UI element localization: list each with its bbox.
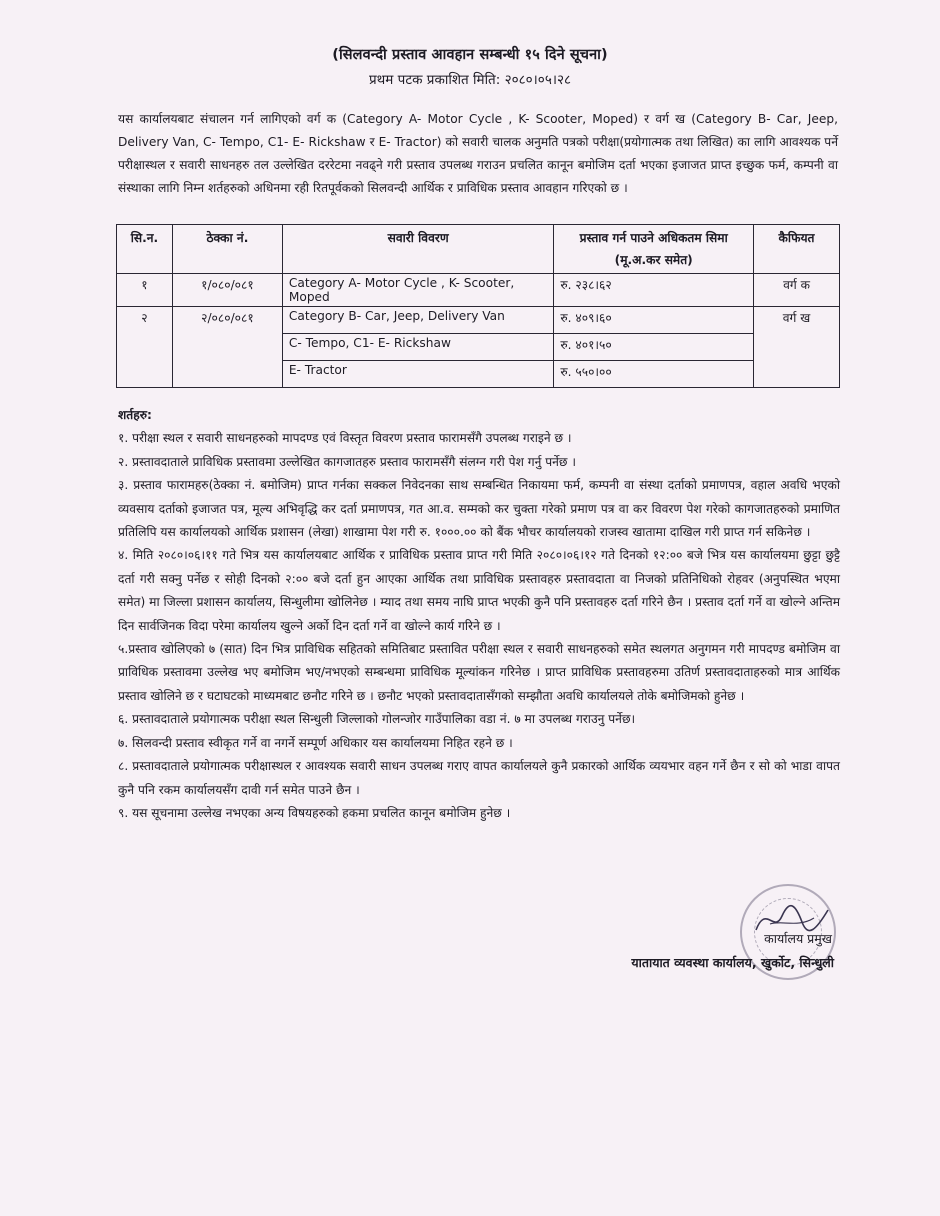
header-vehicle-detail: सवारी विवरण [282, 225, 554, 274]
condition-item: १. परीक्षा स्थल र सवारी साधनहरुको मापदण्ड एवं विस्तृत विवरण प्रस्ताव फारामसँगै उपलब्ध गराइने छ । [118, 431, 572, 446]
header-contract-no: ठेक्का नं. [172, 225, 282, 274]
condition-item: २. प्रस्तावदाताले प्राविधिक प्रस्तावमा उल्लेखित कागजातहरु प्रस्ताव फारामसँगै संलग्न गरी पेश गर्नु पर्नेछ । [118, 454, 576, 469]
header-max-amount: प्रस्ताव गर्न पाउने अधिकतम सिमा (मू.अ.कर समेत) [554, 225, 754, 274]
row-max-amount: रु. २३८।६२ [554, 274, 754, 307]
conditions-section [118, 404, 840, 825]
condition-item: ५.प्रस्ताव खोलिएको ७ (सात) दिन भित्र प्राविधिक सहितको समितिबाट प्रस्तावित परीक्षा स्थल र सवारी साधनहरुको समेत स्थलगत अनुगमन गरी मापदण्ड बमोजिम वा प्राविधिक प्रस्तावमा उल्लेख भए बमोजिम भए/नभएको सम्बन्धमा प्राविधिक मूल्यांकन गरिनेछ । प्राप्त प्राविधिक प्रस्तावहरुमा उतिर्ण प्रस्तावदाताहरुको मात्र आर्थिक प्रस्ताव खोलिने छ र घटाघटको माध्यमबाट छनौट गरिने छ । छनौट भएको प्रस्तावदातासँगको सम्झौता अवधि कार्यालयले तोके बमोजिमको हुनेछ । [118, 642, 840, 703]
condition-item: ४. मिति २०८०।०६।११ गते भित्र यस कार्यालयबाट आर्थिक र प्राविधिक प्रस्ताव प्राप्त गरी मिति २०८०।०६।१२ गते दिनको १२:०० बजे भित्र यस कार्यालयमा छुट्टा छुट्टै दर्ता गरी सक्नु पर्नेछ र सोही दिनको २:०० बजे दर्ता हुन आएका आर्थिक तथा प्राविधिक प्रस्तावहरु प्रस्तावदाता वा निजको प्रतिनिधिको रोहवर (अनुपस्थित भएमा समेत) मा जिल्ला प्रशासन कार्यालय, सिन्धुलीमा खोलिनेछ । म्याद तथा समय नाघि प्राप्त भएकी कुनै पनि प्रस्तावहरु दर्ता गरिने छैन । प्रस्ताव दर्ता गर्ने वा खोल्ने अन्तिम दिन सार्वजिनक विदा परेमा कार्यालय खुल्ने अर्को दिन दर्ता गर्ने वा खोल्ने कार्य गरिने छ । [118, 548, 840, 633]
row-vehicle-detail: Category A- Motor Cycle , K- Scooter, Moped [282, 274, 554, 307]
conditions-heading: शर्तहरु: [118, 408, 152, 422]
notice-title: (सिलवन्दी प्रस्ताव आवहान सम्बन्धी १५ दिने सूचना) [332, 47, 608, 63]
row-vehicle-detail: Category B- Car, Jeep, Delivery Van [282, 307, 554, 334]
signatory-title: कार्यालय प्रमुख [764, 931, 832, 946]
header-remarks: कैफियत [754, 225, 840, 274]
row-remarks: वर्ग क [754, 274, 840, 307]
bid-table [116, 224, 840, 388]
row-vehicle-detail: C- Tempo, C1- E- Rickshaw [282, 334, 554, 361]
row-remarks: वर्ग ख [754, 307, 840, 388]
table-row [117, 274, 840, 307]
condition-item: ६. प्रस्तावदाताले प्रयोगात्मक परीक्षा स्थल सिन्धुली जिल्लाको गोलन्जोर गाउँपालिका वडा नं. ७ मा उपलब्ध गराउनु पर्नेछ। [118, 712, 636, 727]
condition-item: ८. प्रस्तावदाताले प्रयोगात्मक परीक्षास्थल र आवश्यक सवारी साधन उपलब्ध गराए वापत कार्यालयले कुनै प्रकारको आर्थिक व्ययभार वहन गर्ने छैन र सो को भाडा वापत कुनै पनि रकम कार्यालयसँग दावी गर्न समेत पाउने छैन । [118, 759, 840, 797]
row-max-amount: रु. ४०१।५० [554, 334, 754, 361]
header-sn: सि.न. [117, 225, 173, 274]
published-date: प्रथम पटक प्रकाशित मिति: २०८०।०५।२८ [368, 72, 571, 88]
condition-item: ९. यस सूचनामा उल्लेख नभएका अन्य विषयहरुको हकमा प्रचलित कानून बमोजिम हुनेछ । [118, 805, 511, 820]
condition-item: ७. सिलवन्दी प्रस्ताव स्वीकृत गर्ने वा नगर्ने सम्पूर्ण अधिकार यस कार्यालयमा निहित रहने छ । [118, 735, 513, 750]
row-sn: १ [117, 274, 173, 307]
row-max-amount: रु. ५५०।०० [554, 361, 754, 388]
row-sn: २ [117, 307, 173, 388]
row-vehicle-detail: E- Tractor [282, 361, 554, 388]
intro-paragraph: यस कार्यालयबाट संचालन गर्न लागिएको वर्ग क (Category A- Motor Cycle , K- Scooter, Moped) र वर्ग ख (Category B- Car, Jeep, Delivery Van, C- Tempo, C1- E- Rickshaw र E- Tractor) को सवारी चालक अनुमति पत्रको परीक्षा(प्रयोगात्मक तथा लिखित) का लागि आवश्यक पर्ने परीक्षास्थल र सवारी साधनहरु तल उल्लेखित दररेटमा नवढ्ने गरी प्रस्ताव उपलब्ध गराउन प्रचलित कानून बमोजिम दर्ता भएका इजाजत प्राप्त इच्छुक फर्म, कम्पनी वा संस्थाका लागि निम्न शर्तहरुको अधिनमा रही रितपूर्वकको सिलवन्दी आर्थिक र प्राविधिक प्रस्ताव आवहान गरिएको छ । [118, 112, 838, 195]
row-contract-no: २/०८०/०८१ [172, 307, 282, 388]
row-max-amount: रु. ४०९।६० [554, 307, 754, 334]
office-name: यातायात व्यवस्था कार्यालय, खुर्कोट, सिन्धुली [631, 955, 834, 970]
table-header-row [117, 225, 840, 274]
row-contract-no: १/०८०/०८१ [172, 274, 282, 307]
condition-item: ३. प्रस्ताव फारामहरु(ठेक्का नं. बमोजिम) प्राप्त गर्नका सक्कल निवेदनका साथ सम्बन्धित निकायमा फर्म, कम्पनी वा संस्था दर्ताको प्रमाणपत्र, वहाल अवधि भएको व्यवसाय दर्ताको इजाजत पत्र, मूल्य अभिवृद्धि कर दर्ता प्रमाणपत्र, गत आ.व. सम्मको कर चुक्ता गरेको प्रमाण पत्र वा कर विवरण पेश गरेको कागजातहरुको प्रमाणित प्रतिलिपि यस कार्यालयको आर्थिक प्रशासन (लेखा) शाखामा पेश गरी रु. १०००.०० को बैंक भौचर कार्यालयको राजस्व खातामा दाखिल गरी प्राप्त गर्न सकिनेछ । [118, 478, 840, 540]
table-row [117, 307, 840, 334]
